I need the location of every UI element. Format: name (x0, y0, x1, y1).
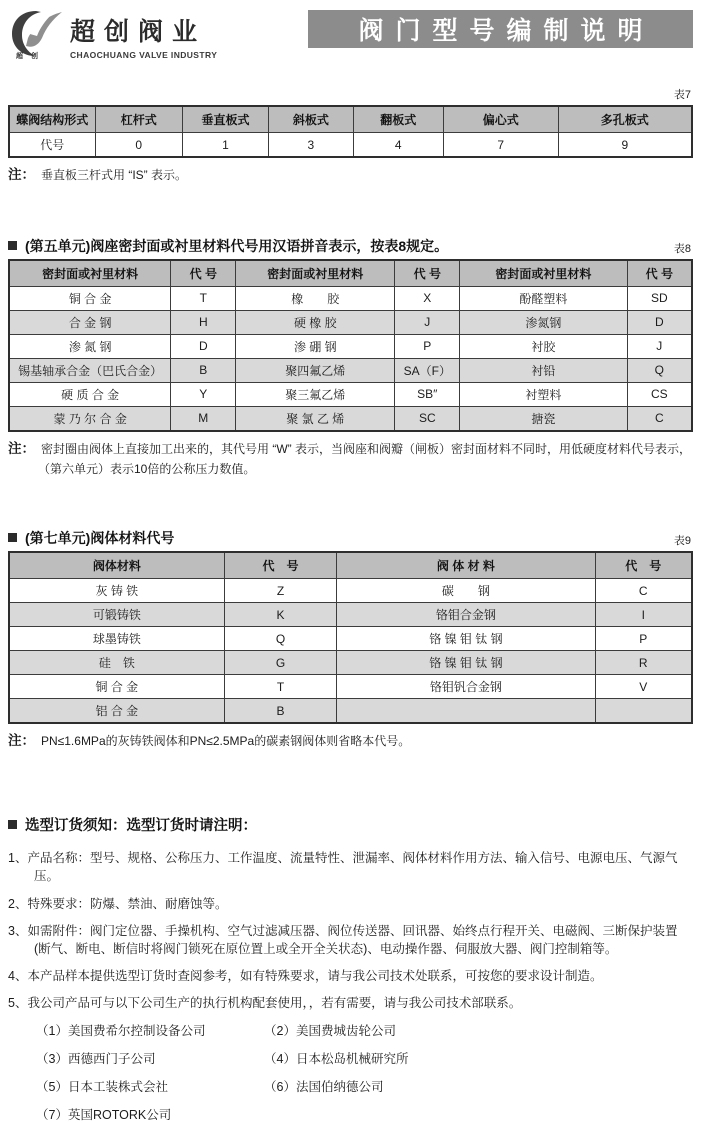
code-cell: J (627, 334, 692, 358)
table-header-row (9, 552, 692, 579)
table7-butterfly-structure (8, 105, 693, 158)
note-text: PN≤1.6MPa的灰铸铁阀体和PN≤2.5MPa的碳素钢阀体则省略本代号。 (41, 734, 411, 749)
material-cell: 聚三氟乙烯 (236, 382, 395, 406)
ordering-heading: 选型订货须知：选型订货时请注明： (8, 814, 693, 835)
table9-note (8, 731, 693, 752)
swoosh-valve-logo-icon (8, 8, 70, 62)
table-header-cell: 蝶阀结构形式 (9, 106, 95, 133)
company-name: （4）日本松岛机械研究所 (264, 1052, 409, 1067)
code-cell: T (171, 286, 236, 310)
material-cell: 硅 铁 (9, 651, 224, 675)
material-cell: 渗 氮 钢 (9, 334, 171, 358)
company-row (36, 1049, 693, 1067)
material-cell: 酚醛塑料 (460, 286, 627, 310)
bullet-square-icon (8, 241, 17, 250)
code-cell (595, 699, 692, 724)
table9-body-materials (8, 551, 693, 724)
table-header-cell: 斜板式 (269, 106, 354, 133)
material-cell: 衬胶 (460, 334, 627, 358)
table-header-cell: 多孔板式 (558, 106, 692, 133)
company-row (36, 1077, 693, 1095)
page-title-bar (308, 10, 693, 48)
material-cell: 蒙 乃 尔 合 金 (9, 406, 171, 431)
table-header-row (9, 260, 692, 287)
material-cell: 硬 质 合 金 (9, 382, 171, 406)
material-cell: 铬钼合金钢 (337, 603, 595, 627)
company-name (264, 1105, 492, 1123)
list-item: 2、特殊要求：防爆、禁油、耐磨蚀等。 (8, 896, 228, 911)
company-name: （7）英国ROTORK公司 (36, 1108, 172, 1123)
code-cell: SD (627, 286, 692, 310)
material-cell: 铬 镍 钼 钛 钢 (337, 627, 595, 651)
code-cell: X (395, 286, 460, 310)
company-name: （1）美国费希尔控制设备公司 (36, 1024, 206, 1039)
table7-label: 表7 (673, 89, 691, 101)
material-cell: 铝 合 金 (9, 699, 224, 724)
table-header-cell: 密封面或衬里材料 (236, 260, 395, 287)
company-row (36, 1021, 693, 1039)
table-header-cell: 垂直板式 (182, 106, 268, 133)
brand-logo (8, 8, 308, 62)
list-item: 1、产品名称：型号、规格、公称压力、工作温度、流量特性、泄漏率、阀体材料作用方法、输入信号、电源电压、气源气压。 (8, 851, 678, 884)
code-cell: B (224, 699, 337, 724)
table-header-cell: 代 号 (171, 260, 236, 287)
table-row (9, 699, 692, 724)
code-cell: Z (224, 579, 337, 603)
material-cell: 硬 橡 胶 (236, 310, 395, 334)
code-cell: SC (395, 406, 460, 431)
table-row (9, 310, 692, 334)
table-header-row (9, 106, 692, 133)
brand-name-en: CHAOCHUANG VALVE INDUSTRY (70, 50, 218, 60)
code-cell: SB″ (395, 382, 460, 406)
brand-text (70, 8, 217, 60)
table-cell: 9 (558, 133, 692, 158)
code-cell: C (595, 579, 692, 603)
table-header-cell: 偏心式 (443, 106, 558, 133)
material-cell: 灰 铸 铁 (9, 579, 224, 603)
table-header-cell: 杠杆式 (95, 106, 182, 133)
code-cell: Y (171, 382, 236, 406)
note-prefix: 注： (8, 733, 35, 749)
code-cell: J (395, 310, 460, 334)
table-cell: 1 (182, 133, 268, 158)
material-cell: 衬铅 (460, 358, 627, 382)
table-header-cell: 代 号 (224, 552, 337, 579)
brand-name-cn: 超创阀业 (70, 18, 207, 46)
code-cell: Q (627, 358, 692, 382)
code-cell: V (595, 675, 692, 699)
material-cell: 渗 硼 钢 (236, 334, 395, 358)
material-cell: 球墨铸铁 (9, 627, 224, 651)
code-cell: G (224, 651, 337, 675)
table-row (9, 406, 692, 431)
section7-heading: (第七单元)阀体材料代号 (8, 528, 174, 548)
material-cell: 铜 合 金 (9, 286, 171, 310)
bullet-square-icon (8, 820, 17, 829)
code-cell: C (627, 406, 692, 431)
note-text-line2: （第六单元）表示10倍的公称压力数值。 (38, 461, 256, 476)
table-row (9, 603, 692, 627)
table7-note (8, 165, 693, 186)
table-cell: 0 (95, 133, 182, 158)
table9-label: 表9 (673, 535, 691, 548)
table-row (9, 675, 692, 699)
svg-text:超创: 超创 (16, 53, 46, 60)
table-row (9, 334, 692, 358)
code-cell: P (395, 334, 460, 358)
company-row (36, 1105, 693, 1123)
list-item: 3、如需附件：阀门定位器、手操机构、空气过滤减压器、阀位传送器、回讯器、始终点行程开关、电磁阀、三断保护装置(断气、断电、断信时将阀门锁死在原位置上或全开全关状态)、电动操作器、伺服放大器、阀门控制箱等。 (8, 923, 678, 956)
table-header-cell: 阀体材料 (9, 552, 224, 579)
note-text: 垂直板三杆式用 “IS” 表示。 (41, 168, 187, 182)
table-header-cell: 阀 体 材 料 (337, 552, 595, 579)
material-cell: 铜 合 金 (9, 675, 224, 699)
page-header (8, 8, 693, 66)
table-row (9, 382, 692, 406)
list-item: 4、本产品样本提供选型订货时查阅参考，如有特殊要求，请与我公司技术处联系，可按您的要求设计制造。 (8, 968, 603, 983)
table-header-cell: 翻板式 (353, 106, 443, 133)
material-cell: 铬 镍 钼 钛 钢 (337, 651, 595, 675)
partner-company-list (8, 1021, 693, 1123)
section5-heading: (第五单元)阀座密封面或衬里材料代号用汉语拼音表示，按表8规定。 (8, 236, 448, 256)
material-cell: 聚四氟乙烯 (236, 358, 395, 382)
table-row (9, 579, 692, 603)
company-name: （3）西德西门子公司 (36, 1052, 156, 1067)
code-cell: T (224, 675, 337, 699)
code-cell: D (171, 334, 236, 358)
table-row (9, 651, 692, 675)
bullet-square-icon (8, 533, 17, 542)
material-cell (337, 699, 595, 724)
material-cell: 聚 氯 乙 烯 (236, 406, 395, 431)
table-header-cell: 代 号 (595, 552, 692, 579)
code-cell: H (171, 310, 236, 334)
table-row (9, 627, 692, 651)
table-header-cell: 代 号 (627, 260, 692, 287)
company-name: （2）美国费城齿轮公司 (264, 1024, 396, 1039)
material-cell: 合 金 钢 (9, 310, 171, 334)
company-name: （5）日本工装株式会社 (36, 1080, 168, 1095)
code-cell: D (627, 310, 692, 334)
code-cell: K (224, 603, 337, 627)
table-row (9, 286, 692, 310)
table8-label: 表8 (673, 242, 691, 255)
table-cell: 7 (443, 133, 558, 158)
material-cell: 碳 钢 (337, 579, 595, 603)
material-cell: 衬塑料 (460, 382, 627, 406)
material-cell: 渗氮钢 (460, 310, 627, 334)
code-cell: Q (224, 627, 337, 651)
note-text-line1: 密封圈由阀体上直接加工出来的，其代号用 “W” 表示，当阀座和阀瓣（闸板）密封面材料不同时，用低硬度材料代号表示， (41, 441, 691, 456)
material-cell: 锡基轴承合金（巴氏合金） (9, 358, 171, 382)
table-cell: 代号 (9, 133, 95, 158)
table-row (9, 133, 692, 158)
table-cell: 3 (269, 133, 354, 158)
note-prefix: 注： (8, 167, 35, 182)
page-title: 阀门型号编制说明 (358, 17, 655, 45)
material-cell: 铬钼钒合金钢 (337, 675, 595, 699)
code-cell: P (595, 627, 692, 651)
code-cell: M (171, 406, 236, 431)
material-cell: 橡 胶 (236, 286, 395, 310)
code-cell: I (595, 603, 692, 627)
ordering-list (8, 849, 693, 1123)
material-cell: 搪瓷 (460, 406, 627, 431)
table-row (9, 358, 692, 382)
code-cell: CS (627, 382, 692, 406)
table8-seat-lining-materials (8, 259, 693, 432)
material-cell: 可锻铸铁 (9, 603, 224, 627)
table8-note (8, 439, 693, 479)
code-cell: SA（F） (395, 358, 460, 382)
code-cell: R (595, 651, 692, 675)
table-cell: 4 (353, 133, 443, 158)
table-header-cell: 密封面或衬里材料 (9, 260, 171, 287)
code-cell: B (171, 358, 236, 382)
note-prefix: 注： (8, 440, 35, 456)
company-name: （6）法国伯纳德公司 (264, 1080, 384, 1095)
table-header-cell: 密封面或衬里材料 (460, 260, 627, 287)
table-header-cell: 代 号 (395, 260, 460, 287)
list-item: 5、我公司产品可与以下公司生产的执行机构配套使用，，若有需要，请与我公司技术部联系。 (8, 996, 522, 1011)
